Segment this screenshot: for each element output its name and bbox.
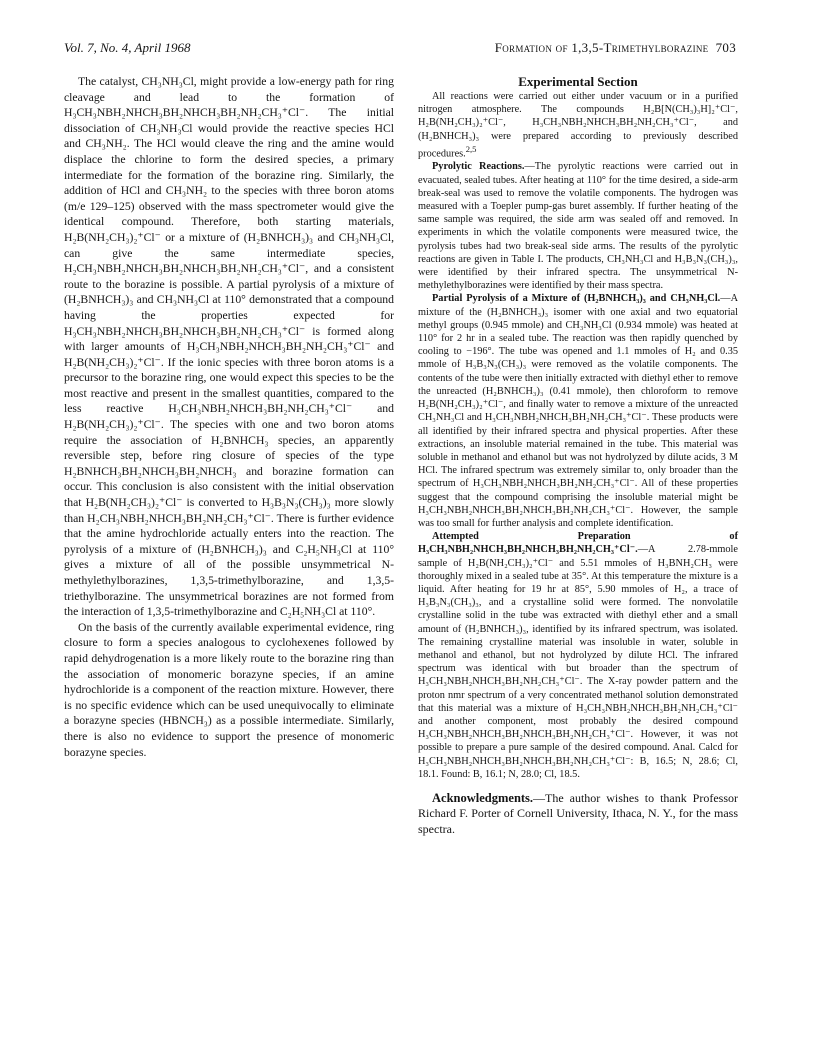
- right-column: [418, 74, 738, 837]
- body-paragraph: The catalyst, CH₃NH₃Cl, might provide a low-energy path for ring cleavage and lead to the formation of H₃CH₃NBH₂NHCH₃BH₂NHCH₃BH₂NH₂CH₃⁺Cl⁻. The initial dissociation of CH₃NH₃Cl would provide the reactive species HCl and CH₃NH₂. The HCl would cleave the ring and the amine would displace the chlorine to form the desired species, a primary intermediate for the formation of the borazine ring. Similarly, the addition of HCl and CH₃NH₂ to the species with three boron atoms (m/e 129–125) observed with the mass spectrometer would give the identical compound. Therefore, both starting materials, H₂B(NH₂CH₃)₂⁺Cl⁻ or a mixture of (H₂BNHCH₃)₃ and CH₃NH₃Cl, can give the same intermediate species, H₂CH₃NBH₂NHCH₃BH₂NHCH₃BH₂NH₂CH₃⁺Cl⁻, and a consistent route to the borazine is possible. A partial pyrolysis of a mixture of (H₂BNHCH₃)₃ and CH₃NH₃Cl at 110° demonstrated that a compound having the properties expected for H₃CH₃NBH₂NHCH₃BH₂NHCH₃BH₂NH₂CH₃⁺Cl⁻ is formed along with larger amounts of H₃CH₃NBH₂NHCH₃BH₂NH₂CH₃⁺Cl⁻ and H₂B(NH₂CH₃)₂⁺Cl⁻. If the ionic species with three boron atoms is a precursor to the borazine ring, one would expect this species to be the most reactive and present in the smallest quantities, compared to the less reactive H₃CH₃NBH₂NHCH₃BH₂NH₂CH₃⁺Cl⁻ and H₂B(NH₂CH₃)₂⁺Cl⁻. The species with one and two boron atoms require the association of H₂BNHCH₃ species, an apparently reversible step, before ring closure of species of the type H₂BNHCH₃BH₂NHCH₃BH₂NHCH₃ and borazine formation can occur. This conclusion is also consistent with the initial observation that H₂B(NH₂CH₃)₂⁺Cl⁻ is converted to H₃B₃N₃(CH₃)₃ more slowly than H₂CH₃NBH₂NHCH₃BH₂NH₂CH₃⁺Cl⁻. There is further evidence that the amine hydrochloride actually enters into the reaction. The pyrolysis of a mixture of (H₂BNHCH₃)₃ and C₂H₅NH₃Cl at 110° gives a mixture of all of the possible unsymmetrical N-methylethylborazines, 1,3,5-trimethylborazine, and 1,3,5-triethylborazine. The unsymmetrical borazines are not formed from the interaction of 1,3,5-trimethylborazine and C₂H₅NH₃Cl at 110°.: [64, 75, 394, 619]
- intro-text: All reactions were carried out either under vacuum or in a purified nitrogen atmosphere. The compounds H₂B[N(CH₃)₃H]₂⁺Cl⁻, H₂B(NH₂CH₃)₂⁺Cl⁻, H₃CH₃NBH₂NHCH₃BH₂NH₂CH₃⁺Cl⁻, and (H₂BNHCH₃)₃ were prepared according to previously described procedures.: [418, 91, 738, 160]
- body-paragraph: On the basis of the currently available experimental evidence, ring closure to form a species analogous to cyclohexenes followed by rapid dehydrogenation is a more likely route to the borazine ring than the association of monomeric borazyne species, if an amine hydrochloride is a component of the reaction mixture. However, there is no specific evidence which can be used unequivocally to eliminate a borazyne species (HBNCH₃) as a possible intermediate. Similarly, there is also no evidence to support the presence of monomeric borazyne species.: [64, 620, 394, 759]
- subsection-heading: Partial Pyrolysis of a Mixture of (H₂BNHCH₃)₃ and CH₃NH₃Cl.: [432, 293, 721, 305]
- reference-marker: 2,5: [465, 143, 477, 154]
- running-title-and-page: [495, 40, 736, 56]
- section-title: Experimental Section: [518, 74, 638, 89]
- running-title: Formation of 1,3,5-Trimethylborazine: [494, 40, 709, 55]
- acknowledgments: [418, 791, 738, 838]
- subsection-pyrolytic-reactions: [418, 160, 738, 292]
- subsection-attempted-preparation: [418, 530, 738, 781]
- left-column: [64, 74, 394, 760]
- subsection-text: —A mixture of the (H₂BNHCH₃)₃ isomer with one axial and two equatorial methyl groups (0.945 mmole) and CH₃NH₃Cl (0.934 mmole) was heated at 110° for 2 hr in a sealed tube. The reaction was then rapidly quenched by cooling to −196°. The tube was opened and 1.1 mmoles of H₂ and 0.35 mmole of H₃B₃N₃(CH₃)₃ were removed as the volatile components. The contents of the tube were then initially extracted with diethyl ether to remove the unreacted (H₂BNHCH₃)₃ (0.41 mmole), then chloroform to remove H₂B(NH₂CH₃)₂⁺Cl⁻, and finally water to remove a mixture of the unreacted CH₃NH₃Cl and H₃CH₃NBH₂NHCH₃BH₂NH₂CH₃⁺Cl⁻. These products were all identified by their infrared spectra and physical properties. After these extractions, an insoluble material remained in the tube. This material was soluble in methanol and ethanol but was not hydrolyzed by dilute acids, 3 M HCl. The infrared spectrum was extremely similar to, only broader than the spectrum of H₃CH₃NBH₂NHCH₃BH₂NH₂CH₃⁺Cl⁻. All of these properties suggest that the compound comprising the insoluble material might be H₃CH₃NBH₂NHCH₃BH₂NHCH₃BH₂NH₂CH₃⁺Cl⁻. However, the sample was too small for further analysis and complete identification.: [418, 293, 738, 529]
- running-header: [64, 40, 736, 60]
- subsection-heading: Pyrolytic Reactions.: [432, 161, 525, 173]
- experimental-intro: [418, 90, 738, 160]
- acknowledgments-text: —The author wishes to thank Professor Richard F. Porter of Cornell University, Ithaca, N. Y., for the mass spectra.: [418, 790, 738, 836]
- volume-issue: Vol. 7, No. 4, April 1968: [64, 40, 191, 55]
- subsection-partial-pyrolysis: [418, 292, 738, 530]
- acknowledgments-heading: Acknowledgments.: [432, 790, 534, 805]
- subsection-heading: Attempted Preparation of H₃CH₃NBH₂NHCH₃BH₂NHCH₃BH₂NH₂CH₃⁺Cl⁻.: [418, 531, 738, 556]
- subsection-text: —A 2.78-mmole sample of H₂B(NH₂CH₃)₂⁺Cl⁻ and 5.51 mmoles of H₃BNH₂CH₃ were thoroughly mixed in a sealed tube at 35°. At this temperature the mixture is a liquid. After heating for 19 hr at 85°, 5.90 mmoles of H₂, a trace of H₃B₃N₃(CH₃)₃, and a crystalline solid were formed. The nonvolatile crystalline solid in the tube was extracted with diethyl ether and a small amount of (H₂BNHCH₃)₃, identified by its infrared spectrum, was isolated. The remaining crystalline material was insoluble in water, soluble in methanol and ethanol, but not hydrolyzed by dilute HCl. The infrared spectrum was identical with but broader than the spectrum of H₃CH₃NBH₂NHCH₃BH₂NH₂CH₃⁺Cl⁻. The X-ray powder pattern and the proton nmr spectrum of a very concentrated methanol solution demonstrated that this material was a mixture of H₃CH₃NBH₂NHCH₃BH₂NH₂CH₃⁺Cl⁻ and another component, most probably the desired compound H₃CH₃NBH₂NHCH₃BH₂NHCH₃BH₂NH₂CH₃⁺Cl⁻. However, it was not possible to prepare a pure sample of the desired compound. Anal. Calcd for H₃CH₃NBH₂NHCH₃BH₂NHCH₃BH₂NH₂CH₃⁺Cl⁻: B, 16.5; N, 28.6; Cl, 18.1. Found: B, 16.1; N, 28.0; Cl, 18.5.: [418, 544, 738, 780]
- page-number: 703: [715, 40, 736, 55]
- subsection-text: —The pyrolytic reactions were carried out in evacuated, sealed tubes. After heating at 110° for the time desired, a side-arm break-seal was used to remove the volatile components. The hydrogen was measured with a Toepler pump-gas buret assembly. If further heating of the same sample was required, the side arm was sealed off and removed. In experiments in which the volatile components were measured twice, the pyrolysis tubes had two break-seal side arms. The results of the pyrolytic reactions are given in Table I. The products, CH₃NH₃Cl and H₃B₃N₃(CH₃)₃, were identified by their infrared spectra. The unsymmetrical N-methylethylborazines were identified by their mass spectra.: [418, 161, 738, 292]
